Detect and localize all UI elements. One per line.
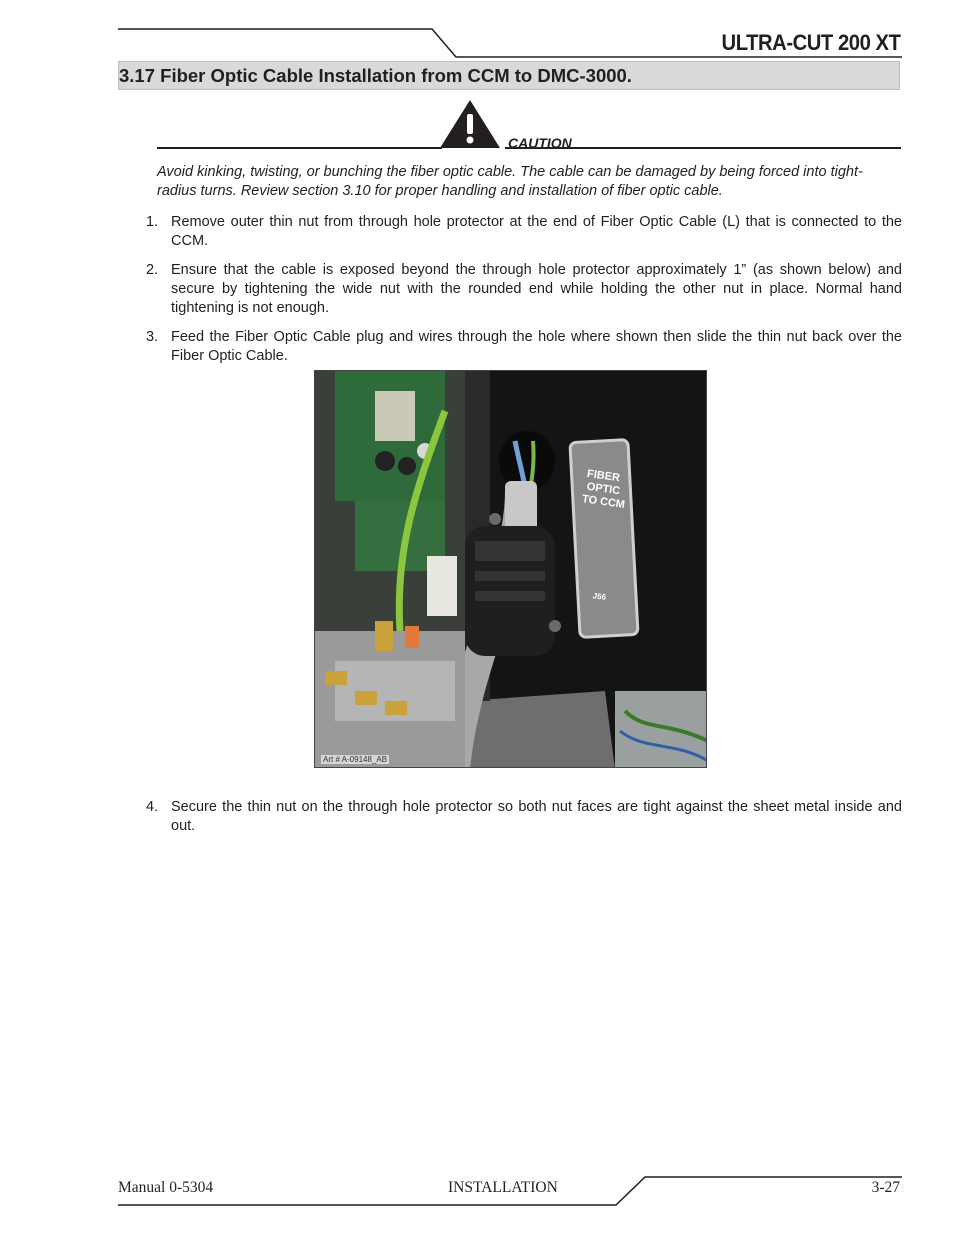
label-plate-text-3: TO CCM xyxy=(581,493,626,511)
art-number: Art # A-09148_AB xyxy=(323,755,388,764)
label-plate-text-2: OPTIC xyxy=(585,480,621,498)
caution-text: Avoid kinking, twisting, or bunching the fiber optic cable. The cable can be damaged by being forced into tight-radius turns. Review section 3.10 for proper handling and installation of fiber optic cable. xyxy=(157,164,863,199)
section-title: 3.17 Fiber Optic Cable Installation from CCM to DMC-3000. xyxy=(119,65,632,86)
product-name: ULTRA-CUT 200 XT xyxy=(721,30,900,55)
step-text: Secure the thin nut on the through hole protector so both nut faces are tight against the sheet metal inside and out. xyxy=(171,799,902,834)
label-plate-text-1: FIBER xyxy=(586,467,621,485)
list-item xyxy=(146,798,902,836)
step-number: 1. xyxy=(146,214,159,230)
list-item xyxy=(146,328,902,366)
step-number: 4. xyxy=(146,799,159,815)
label-plate-code: J56 xyxy=(592,591,607,602)
step-text: Ensure that the cable is exposed beyond the through hole protector approximately 1” (as shown below) and secure by tightening the wide nut with the rounded end while holding the other nut in place. Normal hand tightening is not enough. xyxy=(171,262,902,316)
list-item xyxy=(146,261,902,318)
step-text: Remove outer thin nut from through hole protector at the end of Fiber Optic Cable (L) that is connected to the CCM. xyxy=(171,214,902,249)
section-heading-bar xyxy=(118,61,900,90)
step-text: Feed the Fiber Optic Cable plug and wires through the hole where shown then slide the thin nut back over the Fiber Optic Cable. xyxy=(171,329,902,364)
caution-rule-left xyxy=(157,147,442,149)
caution-label: CAUTION xyxy=(508,135,572,151)
list-item xyxy=(146,213,902,251)
installation-photo xyxy=(314,370,707,768)
step-number: 2. xyxy=(146,262,159,278)
footer-page-number: 3-27 xyxy=(871,1179,900,1196)
footer-section-name: INSTALLATION xyxy=(448,1179,558,1196)
warning-triangle-icon xyxy=(438,98,502,150)
step-number: 3. xyxy=(146,329,159,345)
footer-manual-number: Manual 0-5304 xyxy=(118,1179,214,1196)
